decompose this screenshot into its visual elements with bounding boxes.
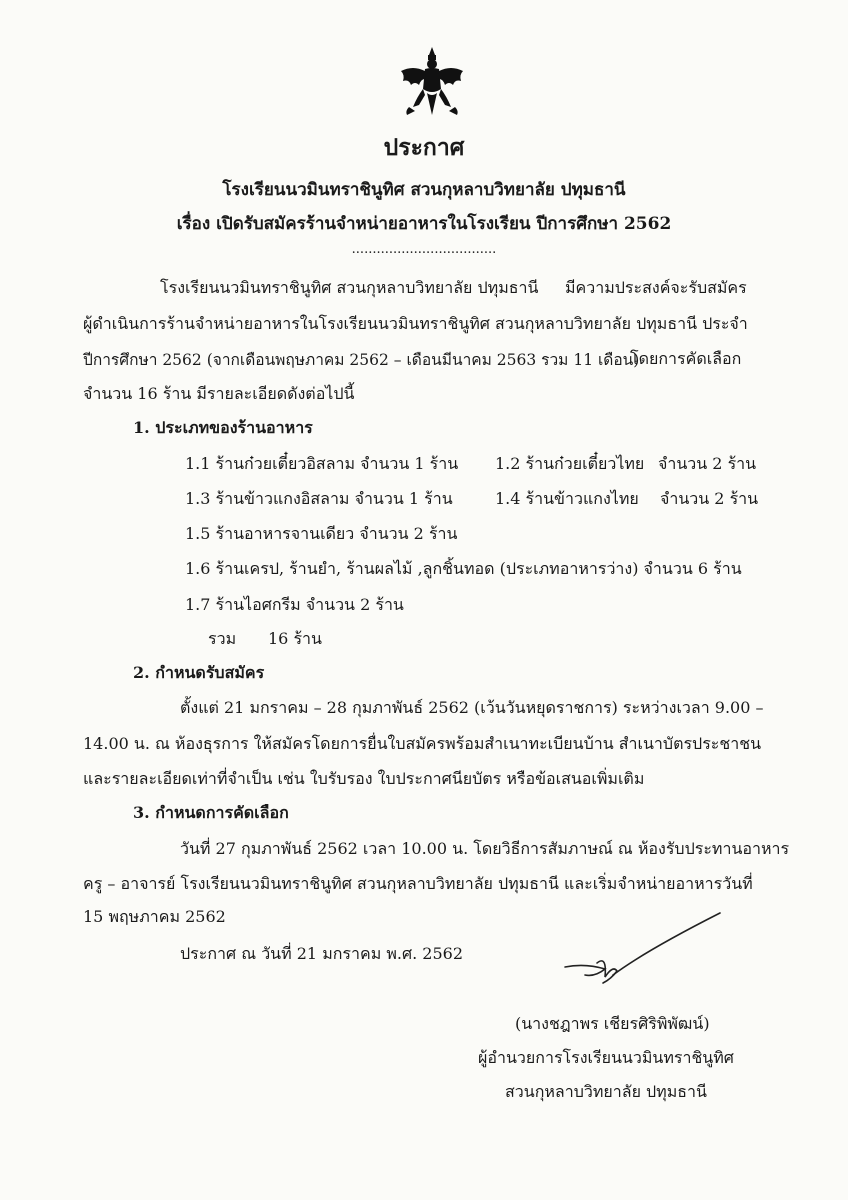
item-1-7: 1.7 ร้านไอศกรีม จำนวน 2 ร้าน [185, 595, 404, 614]
section-3-line-3: 15 พฤษภาคม 2562 [83, 907, 226, 926]
section-1-heading: 1. ประเภทของร้านอาหาร [133, 418, 313, 437]
garuda-emblem-icon [395, 45, 469, 117]
item-1-2-count: จำนวน 2 ร้าน [658, 454, 757, 473]
section-2-line-3: และรายละเอียดเท่าที่จำเป็น เช่น ใบรับรอง ใบประกาศนียบัตร หรือข้อเสนอเพิ่มเติม [83, 769, 645, 788]
item-1-3: 1.3 ร้านข้าวแกงอิสลาม จำนวน 1 ร้าน [185, 489, 453, 508]
section-2-heading: 2. กำหนดรับสมัคร [133, 663, 265, 682]
intro-line-3a: ปีการศึกษา 2562 (จากเดือนพฤษภาคม 2562 – เดือนมีนาคม 2563 รวม 11 เดือน) [83, 351, 640, 369]
announcement-date: ประกาศ ณ วันที่ 21 มกราคม พ.ศ. 2562 [180, 944, 464, 963]
section-2-line-1: ตั้งแต่ 21 มกราคม – 28 กุมภาพันธ์ 2562 (เว้นวันหยุดราชการ) ระหว่างเวลา 9.00 – [180, 698, 764, 717]
intro-line-3b: โดยการคัดเลือก [630, 349, 742, 368]
document-subject: เรื่อง เปิดรับสมัครร้านจำหน่ายอาหารในโรงเรียน ปีการศึกษา 2562 [176, 214, 672, 234]
item-1-1: 1.1 ร้านก๋วยเตี๋ยวอิสลาม จำนวน 1 ร้าน [185, 454, 459, 473]
intro-line-2: ผู้ดำเนินการร้านจำหน่ายอาหารในโรงเรียนนวมินทราชินูทิศ สวนกุหลาบวิทยาลัย ปทุมธานี ประจำ [83, 314, 748, 333]
signer-name: (นางชฎาพร เชียรศิริพิพัฒน์) [515, 1014, 710, 1033]
item-1-4-count: จำนวน 2 ร้าน [660, 489, 759, 508]
school-name: โรงเรียนนวมินทราชินูทิศ สวนกุหลาบวิทยาลัย ปทุมธานี [222, 180, 626, 200]
intro-line-4: จำนวน 16 ร้าน มีรายละเอียดดังต่อไปนี้ [83, 384, 355, 403]
total-label: รวม [208, 629, 237, 648]
section-3-heading: 3. กำหนดการคัดเลือก [133, 803, 289, 822]
section-2-line-2: 14.00 น. ณ ห้องธุรการ ให้สมัครโดยการยื่นใบสมัครพร้อมสำเนาทะเบียนบ้าน สำเนาบัตรประชาชน [83, 734, 762, 753]
section-3-line-2: ครู – อาจารย์ โรงเรียนนวมินทราชินูทิศ สวนกุหลาบวิทยาลัย ปทุมธานี และเริ่มจำหน่ายอาหารวันที่ [83, 874, 753, 893]
item-1-2-name: 1.2 ร้านก๋วยเตี๋ยวไทย [495, 454, 645, 473]
signer-position-1: ผู้อำนวยการโรงเรียนนวมินทราชินูทิศ [478, 1048, 734, 1067]
signer-position-2: สวนกุหลาบวิทยาลัย ปทุมธานี [505, 1082, 707, 1101]
signature-mark [555, 905, 725, 995]
total-value: 16 ร้าน [268, 629, 322, 648]
section-3-line-1: วันที่ 27 กุมภาพันธ์ 2562 เวลา 10.00 น. โดยวิธีการสัมภาษณ์ ณ ห้องรับประทานอาหาร [180, 839, 790, 858]
header-divider: ................................... [351, 242, 497, 257]
intro-line-1b: มีความประสงค์จะรับสมัคร [565, 278, 747, 297]
item-1-5: 1.5 ร้านอาหารจานเดียว จำนวน 2 ร้าน [185, 524, 458, 543]
intro-line-1a: โรงเรียนนวมินทราชินูทิศ สวนกุหลาบวิทยาลัย ปทุมธานี [160, 278, 539, 297]
document-title: ประกาศ [383, 134, 465, 161]
item-1-6: 1.6 ร้านเครป, ร้านยำ, ร้านผลไม้ ,ลูกชิ้นทอด (ประเภทอาหารว่าง) จำนวน 6 ร้าน [185, 559, 742, 578]
item-1-4-name: 1.4 ร้านข้าวแกงไทย [495, 489, 639, 508]
